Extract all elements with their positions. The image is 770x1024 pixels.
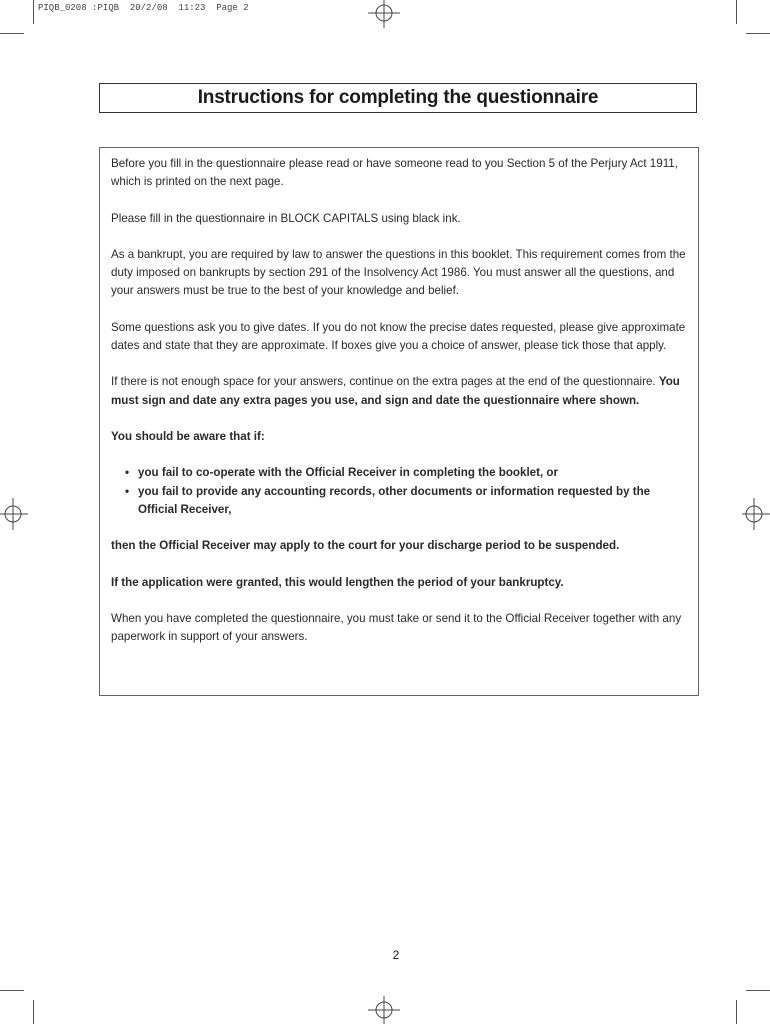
crop-mark-bottom-right-h (746, 990, 770, 991)
instructions-box (99, 147, 699, 696)
crop-mark-bottom-left-v (33, 1000, 34, 1024)
crop-mark-top-left-h (0, 33, 24, 34)
warning-intro: You should be aware that if: (111, 429, 265, 443)
instruction-completion: When you have completed the questionnaire, you must take or send it to the Official Receiver together with any paperwork in support of your answers. (111, 611, 682, 644)
page-title: Instructions for completing the questionnaire (197, 87, 599, 108)
crop-mark-top-right-h (746, 33, 770, 34)
list-item-text: you fail to provide any accounting records, other documents or information requested by the Official Receiver, (138, 484, 651, 516)
crop-mark-top-left-v (33, 0, 34, 24)
instruction-block-capitals: Please fill in the questionnaire in BLOCK CAPITALS using black ink. (111, 211, 461, 225)
crop-mark-bottom-left-h (0, 990, 24, 991)
page-number: 2 (392, 948, 400, 962)
crop-mark-top-right-v (736, 0, 737, 24)
bullet-icon: • (125, 466, 130, 480)
crop-mark-bottom-right-v (736, 1000, 737, 1024)
instruction-dates: Some questions ask you to give dates. If you do not know the precise dates requested, please give approximate dates and state that they are approximate. If boxes give you a choice of answer, please tick those that apply. (111, 320, 686, 352)
registration-mark-left-icon (0, 494, 30, 534)
registration-mark-bottom-icon (364, 994, 404, 1024)
warning-lengthen: If the application were granted, this would lengthen the period of your bankruptcy. (111, 575, 564, 589)
bullet-icon: • (125, 484, 130, 498)
printer-slug: PIQB_0208 :PIQB 20/2/08 11:23 Page 2 (38, 3, 249, 13)
instruction-legal-duty: As a bankrupt, you are required by law to answer the questions in this booklet. This requirement comes from the duty imposed on bankrupts by section 291 of the Insolvency Act 1986. You must answer all the questions, and your answers must be true to the best of your knowledge and belief. (111, 247, 686, 298)
list-item (111, 464, 687, 482)
extra-space-bold-text: You must sign and date any extra pages you use, and sign and date the questionnaire where shown. (111, 375, 680, 407)
instruction-perjury: Before you fill in the questionnaire please read or have someone read to you Section 5 of the Perjury Act 1911, which is printed on the next page. (111, 157, 678, 189)
list-item-text: you fail to co-operate with the Official Receiver in completing the booklet, or (138, 466, 559, 480)
list-item (111, 483, 687, 519)
title-box (99, 83, 697, 113)
registration-mark-right-icon (740, 494, 770, 534)
warning-consequence: then the Official Receiver may apply to the court for your discharge period to be suspended. (111, 539, 620, 553)
warning-list (111, 464, 687, 519)
registration-mark-top-icon (364, 0, 404, 30)
instruction-extra-space (111, 373, 687, 409)
extra-space-text: If there is not enough space for your answers, continue on the extra pages at the end of the questionnaire. (111, 375, 659, 389)
